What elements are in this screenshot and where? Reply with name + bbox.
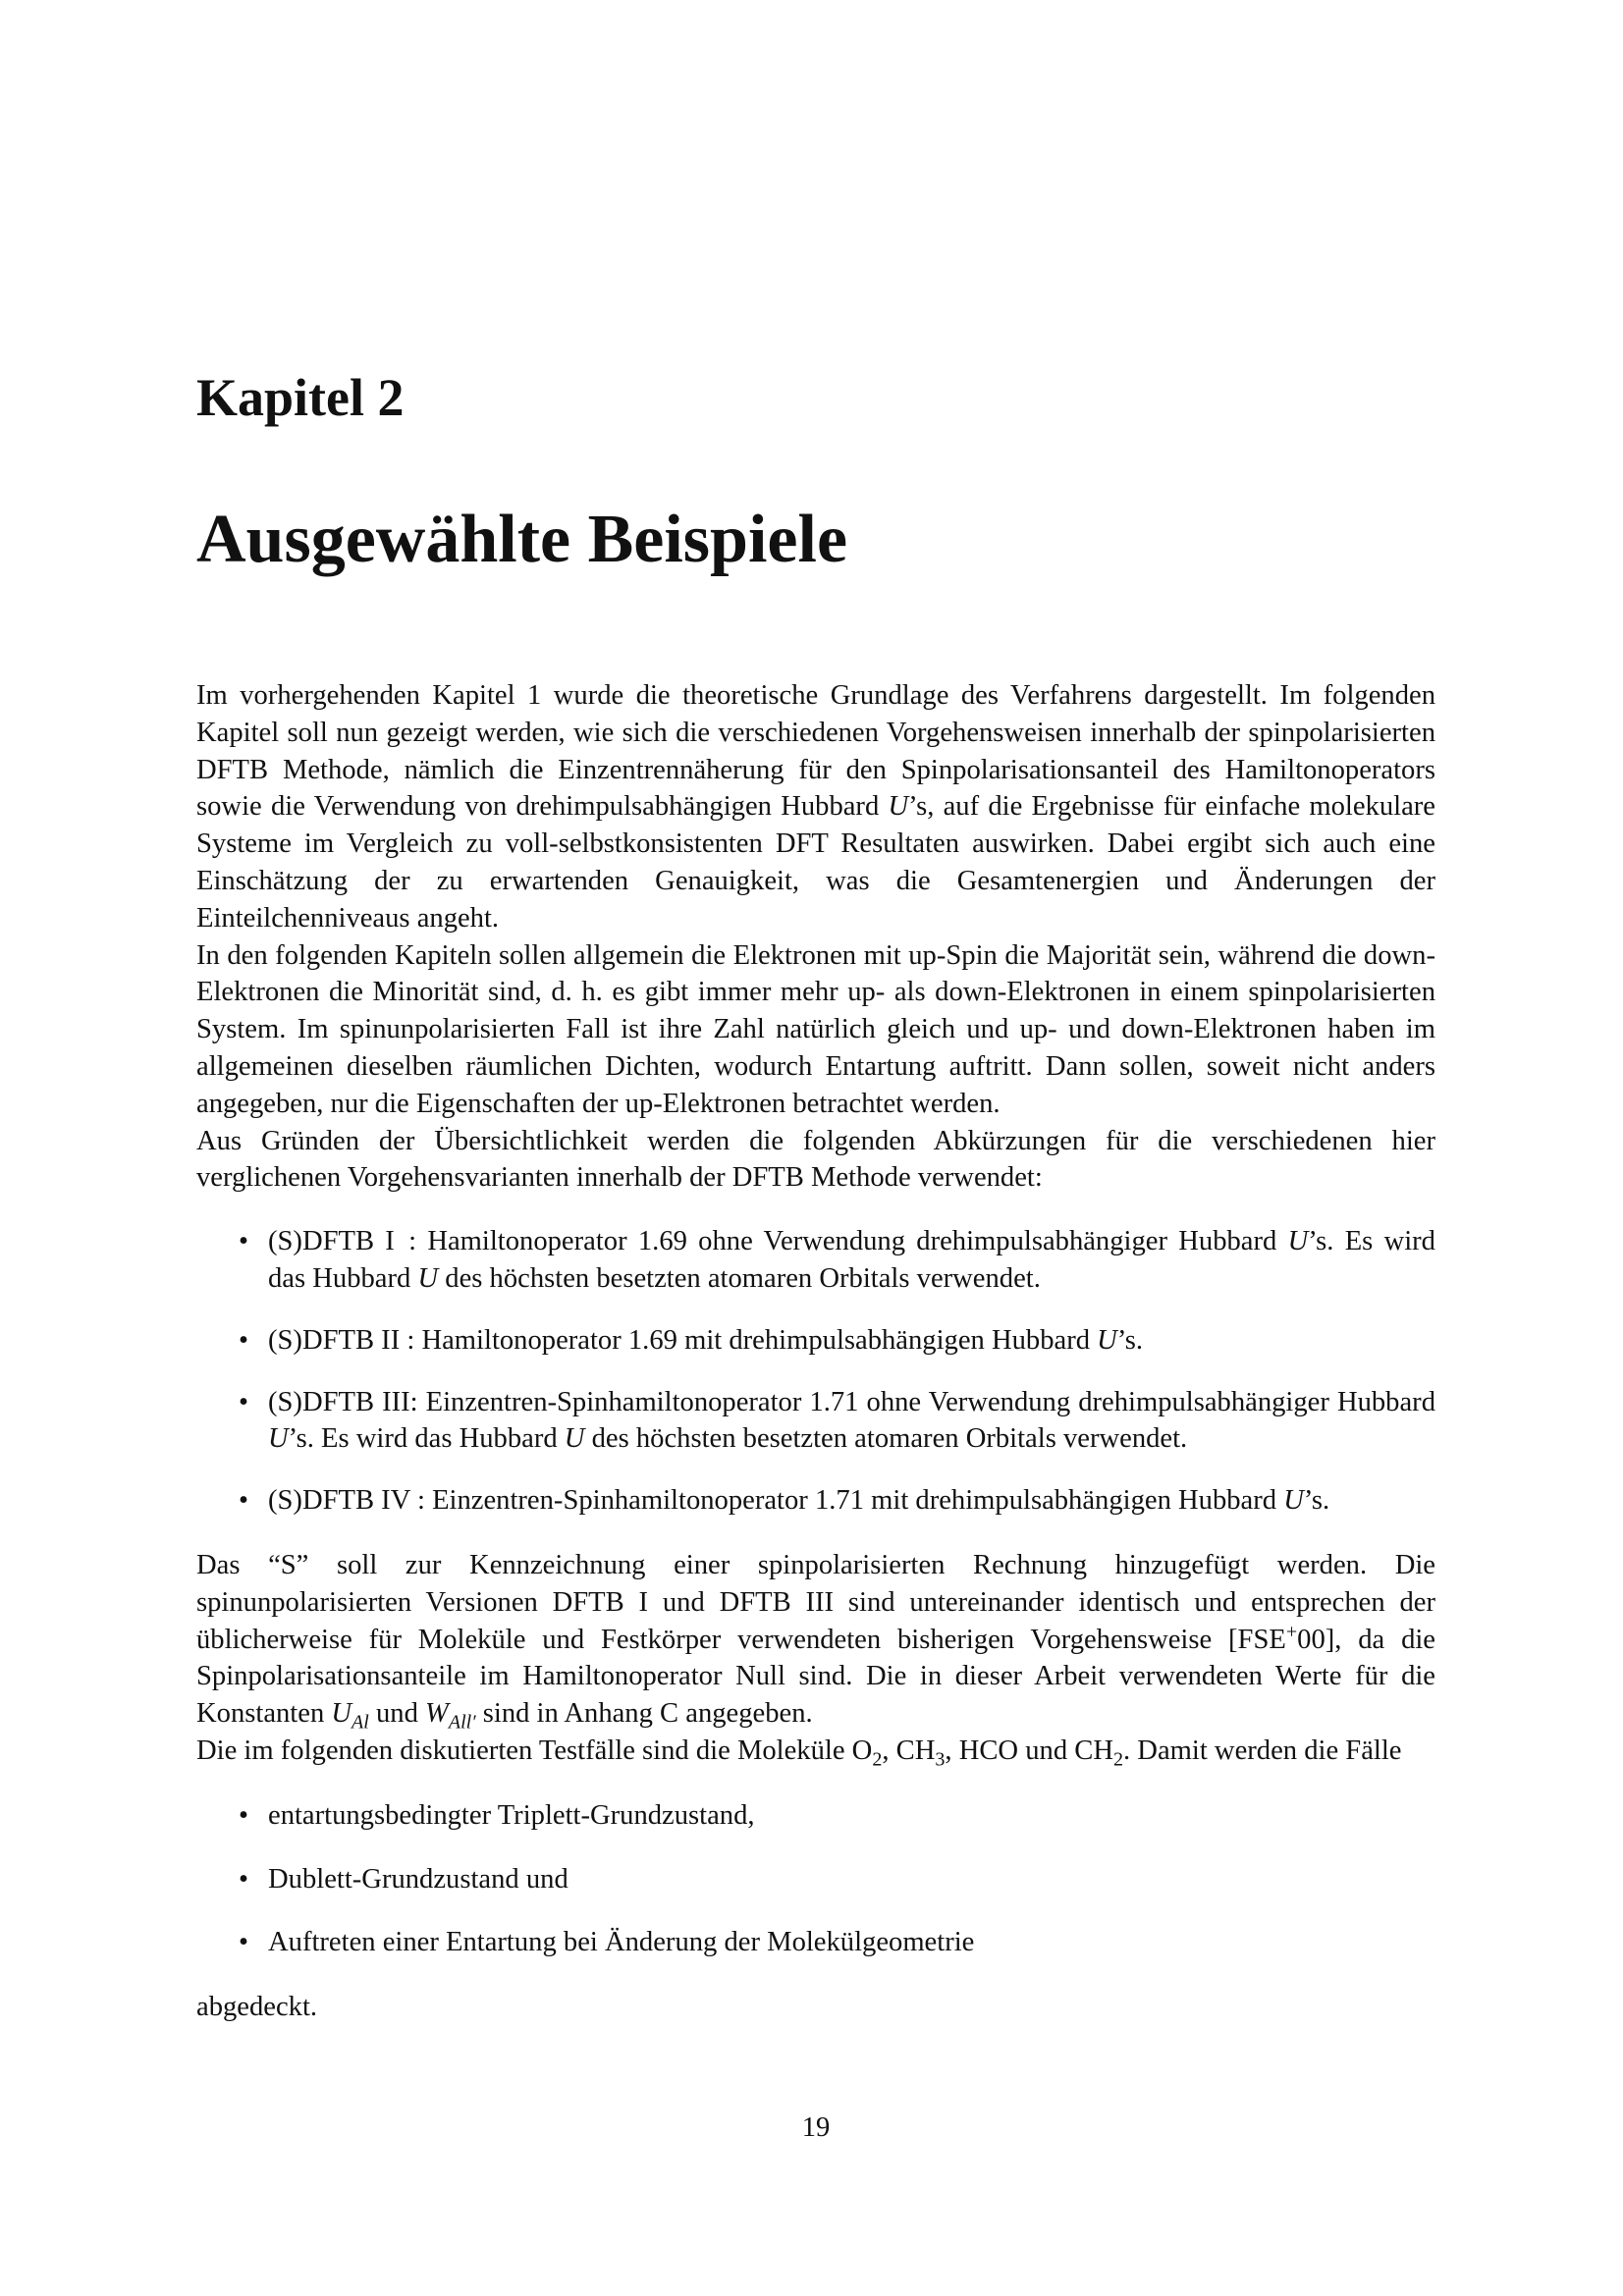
list-item: • (S)DFTB IV : Einzentren-Spinhamiltonoperator 1.71 mit drehimpulsabhängigen Hubbard U’s. — [196, 1482, 1435, 1520]
case-list — [196, 1797, 1435, 1961]
paragraph-versions: Das “S” soll zur Kennzeichnung einer spinpolarisierten Rechnung hinzugefügt werden. Die spinunpolarisierten Versionen DFTB I und DFTB III sind untereinander identisch und entsprechen der üblicherweise für Moleküle und Festkörper verwendeten bisherigen Vorgehensweise [FSE+00], da die Spinpolarisationsanteile im Hamiltonoperator Null sind. Die in dieser Arbeit verwendeten Werte für die Konstanten $U_{Al}$ und $W_{All'}$ sind in Anhang C angegeben. — [196, 1549, 1436, 1734]
paragraph-closing: abgedeckt. — [196, 1992, 318, 2023]
variant-list — [196, 1223, 1435, 1520]
paragraph-abbreviations: Aus Gründen der Übersichtlichkeit werden die folgenden Abkürzungen für die verschiedenen hier verglichenen Vorgehensvarianten innerhalb der DFTB Methode verwendet: — [196, 1125, 1435, 1194]
paragraph-testcases: Die im folgenden diskutierten Testfälle sind die Moleküle $O_2$, $CH_3$, HCO und $CH_2$. Damit werden die Fälle — [196, 1735, 1402, 1771]
paragraph-intro: Im vorhergehenden Kapitel 1 wurde die theoretische Grundlage des Verfahrens dargestellt. Im folgenden Kapitel soll nun gezeigt werden, wie sich die verschiedenen Vorgehensweisen innerhalb der spinpolarisierten DFTB Methode, nämlich die Einzentrennäherung für den Spinpolarisationsanteil des Hamiltonoperators sowie die Verwendung von drehimpulsabhängigen Hubbard U’s, auf die Ergebnisse für einfache molekulare Systeme im Vergleich zu voll-selbstkonsistenten DFT Resultaten auswirken. Dabei ergibt sich auch eine Einschätzung der zu erwartenden Genauigkeit, was die Gesamtenergien und Änderungen der Einteilchenniveaus angeht. — [196, 680, 1435, 934]
list-item: • entartungsbedingter Triplett-Grundzustand, — [196, 1797, 1435, 1835]
body-text — [196, 677, 1435, 2026]
chapter-label: Kapitel 2 — [196, 368, 405, 427]
list-item: • Dublett-Grundzustand und — [196, 1861, 1435, 1898]
list-item: • (S)DFTB I : Hamiltonoperator 1.69 ohne Verwendung drehimpulsabhängiger Hubbard U’s. Es wird das Hubbard U des höchsten besetzten atomaren Orbitals verwendet. — [196, 1223, 1435, 1298]
list-item: • (S)DFTB II : Hamiltonoperator 1.69 mit drehimpulsabhängigen Hubbard U’s. — [196, 1322, 1435, 1360]
page-number: 19 — [801, 2112, 831, 2143]
list-item: • (S)DFTB III: Einzentren-Spinhamiltonoperator 1.71 ohne Verwendung drehimpulsabhängiger Hubbard U’s. Es wird das Hubbard U des höchsten besetzten atomaren Orbitals verwendet. — [196, 1384, 1435, 1459]
paragraph-spin: In den folgenden Kapiteln sollen allgemein die Elektronen mit up-Spin die Majorität sein, während die down-Elektronen die Minorität sind, d. h. es gibt immer mehr up- als down-Elektronen in einem spinpolarisierten System. Im spinunpolarisierten Fall ist ihre Zahl natürlich gleich und up- und down-Elektronen haben im allgemeinen dieselben räumlichen Dichten, wodurch Entartung auftritt. Dann sollen, soweit nicht anders angegeben, nur die Eigenschaften der up-Elektronen betrachtet werden. — [196, 939, 1435, 1119]
chapter-title: Ausgewählte Beispiele — [196, 502, 848, 577]
list-item: • Auftreten einer Entartung bei Änderung der Molekülgeometrie — [196, 1924, 1435, 1961]
